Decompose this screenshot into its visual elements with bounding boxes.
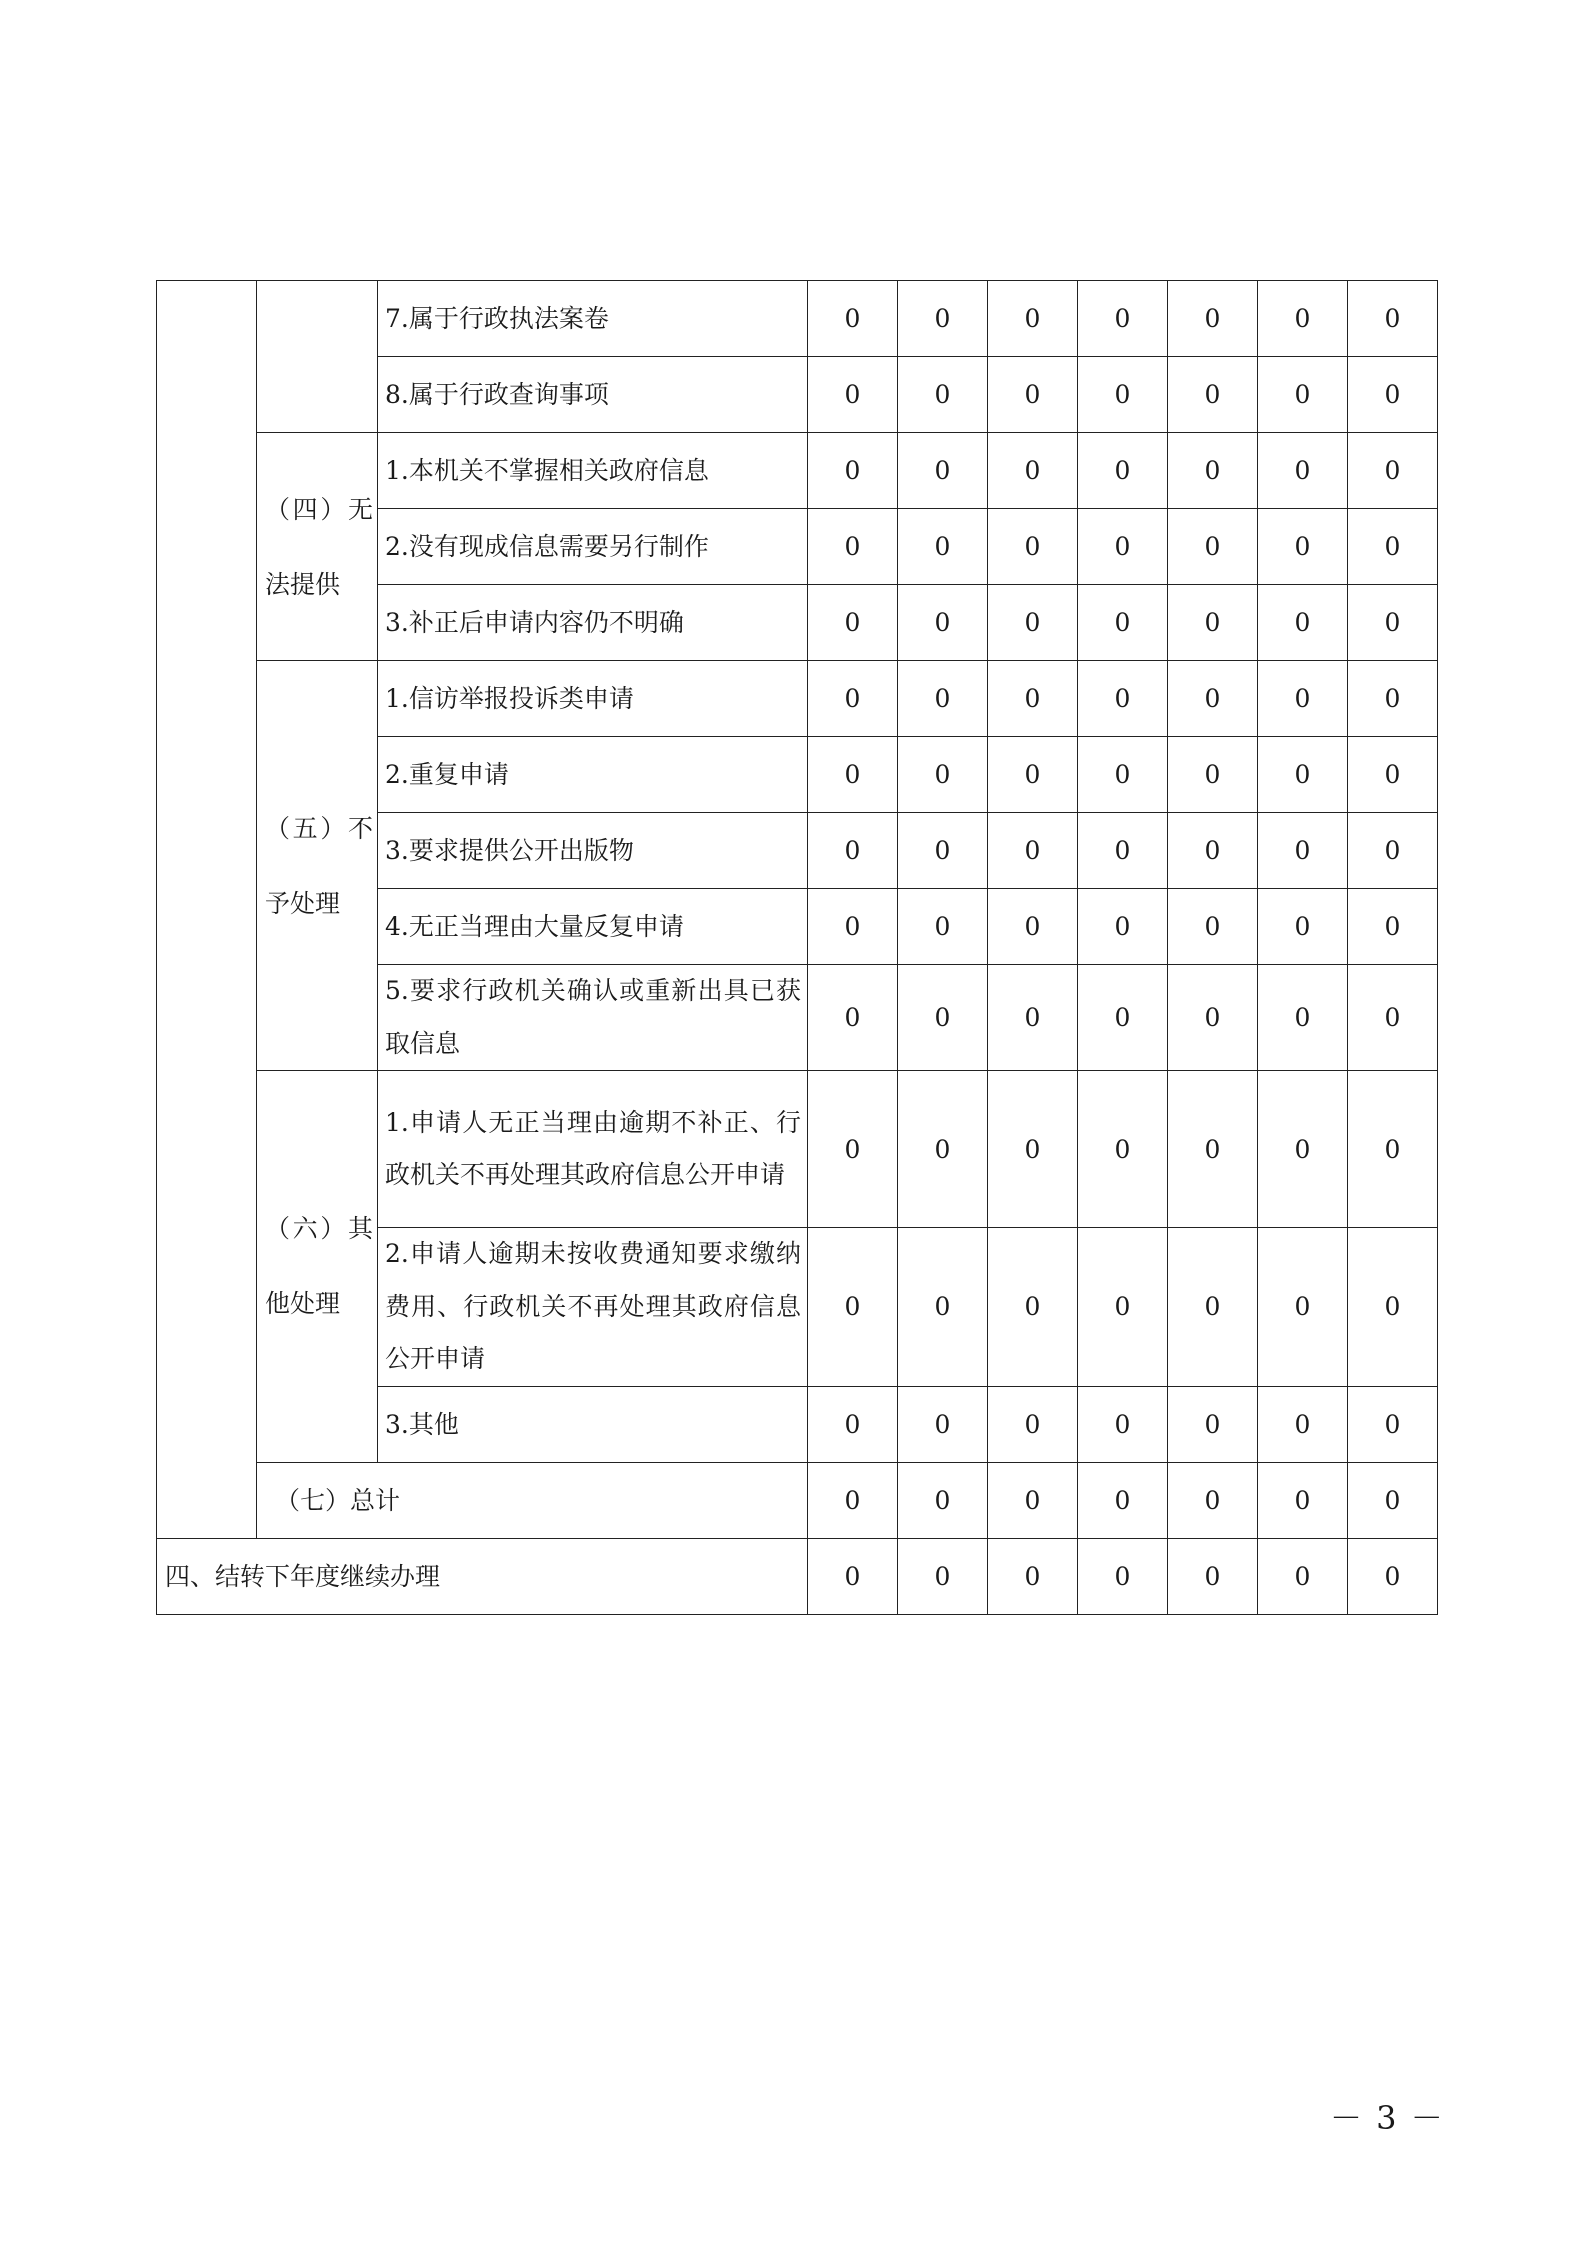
value-cell: 0: [988, 509, 1078, 585]
value-cell: 0: [1078, 1386, 1168, 1462]
value-cell: 0: [1348, 737, 1438, 813]
value-cell: 0: [898, 737, 988, 813]
item-label: 3.其他: [378, 1386, 808, 1462]
value-cell: 0: [1348, 1538, 1438, 1614]
value-cell: 0: [1258, 433, 1348, 509]
value-cell: 0: [898, 889, 988, 965]
value-cell: 0: [1258, 889, 1348, 965]
value-cell: 0: [1168, 1071, 1258, 1228]
value-cell: 0: [808, 661, 898, 737]
value-cell: 0: [1348, 813, 1438, 889]
value-cell: 0: [898, 1228, 988, 1387]
item-label: 2.申请人逾期未按收费通知要求缴纳费用、行政机关不再处理其政府信息公开申请: [378, 1228, 808, 1387]
value-cell: 0: [1258, 661, 1348, 737]
value-cell: 0: [808, 433, 898, 509]
value-cell: 0: [1348, 281, 1438, 357]
value-cell: 0: [808, 889, 898, 965]
value-cell: 0: [988, 281, 1078, 357]
table-row: [157, 1071, 1438, 1228]
value-cell: 0: [988, 1462, 1078, 1538]
value-cell: 0: [1348, 357, 1438, 433]
value-cell: 0: [1258, 1386, 1348, 1462]
value-cell: 0: [1168, 509, 1258, 585]
value-cell: 0: [808, 965, 898, 1071]
value-cell: 0: [1348, 1462, 1438, 1538]
item-label: 5.要求行政机关确认或重新出具已获取信息: [378, 965, 808, 1071]
value-cell: 0: [1078, 965, 1168, 1071]
value-cell: 0: [1168, 1386, 1258, 1462]
value-cell: 0: [898, 965, 988, 1071]
value-cell: 0: [1168, 813, 1258, 889]
value-cell: 0: [808, 509, 898, 585]
value-cell: 0: [1258, 509, 1348, 585]
value-cell: 0: [1078, 433, 1168, 509]
value-cell: 0: [1168, 661, 1258, 737]
value-cell: 0: [898, 1538, 988, 1614]
value-cell: 0: [1078, 1462, 1168, 1538]
value-cell: 0: [1348, 509, 1438, 585]
value-cell: 0: [898, 1386, 988, 1462]
item-label: 3.要求提供公开出版物: [378, 813, 808, 889]
value-cell: 0: [808, 813, 898, 889]
value-cell: 0: [898, 1071, 988, 1228]
value-cell: 0: [1258, 813, 1348, 889]
section-outer-cell: [157, 281, 257, 1539]
value-cell: 0: [1258, 1538, 1348, 1614]
value-cell: 0: [1078, 585, 1168, 661]
value-cell: 0: [988, 357, 1078, 433]
value-cell: 0: [898, 585, 988, 661]
value-cell: 0: [898, 281, 988, 357]
item-label: 7.属于行政执法案卷: [378, 281, 808, 357]
value-cell: 0: [808, 585, 898, 661]
value-cell: 0: [1078, 813, 1168, 889]
item-label: 1.本机关不掌握相关政府信息: [378, 433, 808, 509]
value-cell: 0: [808, 281, 898, 357]
value-cell: 0: [898, 661, 988, 737]
table-row: [157, 661, 1438, 737]
value-cell: 0: [988, 1071, 1078, 1228]
value-cell: 0: [1168, 585, 1258, 661]
value-cell: 0: [1168, 965, 1258, 1071]
item-label: 1.申请人无正当理由逾期不补正、行政机关不再处理其政府信息公开申请: [378, 1071, 808, 1228]
value-cell: 0: [1078, 889, 1168, 965]
value-cell: 0: [988, 1228, 1078, 1387]
value-cell: 0: [898, 357, 988, 433]
value-cell: 0: [808, 1228, 898, 1387]
value-cell: 0: [808, 1386, 898, 1462]
value-cell: 0: [988, 661, 1078, 737]
value-cell: 0: [1258, 585, 1348, 661]
item-label: 4.无正当理由大量反复申请: [378, 889, 808, 965]
value-cell: 0: [1348, 889, 1438, 965]
value-cell: 0: [1078, 281, 1168, 357]
value-cell: 0: [1348, 965, 1438, 1071]
value-cell: 0: [988, 433, 1078, 509]
value-cell: 0: [1258, 1071, 1348, 1228]
value-cell: 0: [1168, 281, 1258, 357]
item-label: 8.属于行政查询事项: [378, 357, 808, 433]
value-cell: 0: [1078, 509, 1168, 585]
value-cell: 0: [808, 357, 898, 433]
value-cell: 0: [1258, 737, 1348, 813]
carryover-label: 四、结转下年度继续办理: [157, 1538, 808, 1614]
value-cell: 0: [898, 813, 988, 889]
category-cell: [257, 281, 378, 433]
value-cell: 0: [1168, 357, 1258, 433]
value-cell: 0: [1168, 1228, 1258, 1387]
item-label: 1.信访举报投诉类申请: [378, 661, 808, 737]
value-cell: 0: [1258, 1462, 1348, 1538]
total-label: （七）总计: [257, 1462, 808, 1538]
value-cell: 0: [1348, 585, 1438, 661]
page-number: － 3 －: [1330, 2099, 1445, 2137]
value-cell: 0: [988, 813, 1078, 889]
item-label: 2.没有现成信息需要另行制作: [378, 509, 808, 585]
value-cell: 0: [1258, 965, 1348, 1071]
value-cell: 0: [1168, 889, 1258, 965]
category-cell: （五）不予处理: [257, 661, 378, 1071]
table-row: [157, 433, 1438, 509]
value-cell: 0: [898, 1462, 988, 1538]
value-cell: 0: [988, 737, 1078, 813]
value-cell: 0: [1168, 1462, 1258, 1538]
value-cell: 0: [808, 1462, 898, 1538]
value-cell: 0: [1348, 433, 1438, 509]
table-body: [157, 281, 1438, 1615]
value-cell: 0: [1078, 1228, 1168, 1387]
value-cell: 0: [988, 889, 1078, 965]
carryover-row: [157, 1538, 1438, 1614]
value-cell: 0: [988, 1386, 1078, 1462]
value-cell: 0: [808, 1538, 898, 1614]
table-row: [157, 1462, 1438, 1538]
value-cell: 0: [1078, 737, 1168, 813]
value-cell: 0: [1348, 1386, 1438, 1462]
value-cell: 0: [898, 509, 988, 585]
value-cell: 0: [1078, 1538, 1168, 1614]
value-cell: 0: [988, 1538, 1078, 1614]
value-cell: 0: [1078, 357, 1168, 433]
category-cell: （六）其他处理: [257, 1071, 378, 1463]
value-cell: 0: [1348, 1228, 1438, 1387]
value-cell: 0: [1168, 433, 1258, 509]
category-cell: （四）无法提供: [257, 433, 378, 661]
item-label: 3.补正后申请内容仍不明确: [378, 585, 808, 661]
value-cell: 0: [1348, 1071, 1438, 1228]
value-cell: 0: [988, 965, 1078, 1071]
value-cell: 0: [1168, 1538, 1258, 1614]
value-cell: 0: [988, 585, 1078, 661]
table-row: [157, 281, 1438, 357]
value-cell: 0: [808, 737, 898, 813]
value-cell: 0: [898, 433, 988, 509]
value-cell: 0: [1258, 357, 1348, 433]
value-cell: 0: [1258, 281, 1348, 357]
value-cell: 0: [1078, 1071, 1168, 1228]
item-label: 2.重复申请: [378, 737, 808, 813]
value-cell: 0: [1348, 661, 1438, 737]
value-cell: 0: [1258, 1228, 1348, 1387]
disclosure-statistics-table: [156, 280, 1438, 1615]
value-cell: 0: [1168, 737, 1258, 813]
value-cell: 0: [808, 1071, 898, 1228]
value-cell: 0: [1078, 661, 1168, 737]
